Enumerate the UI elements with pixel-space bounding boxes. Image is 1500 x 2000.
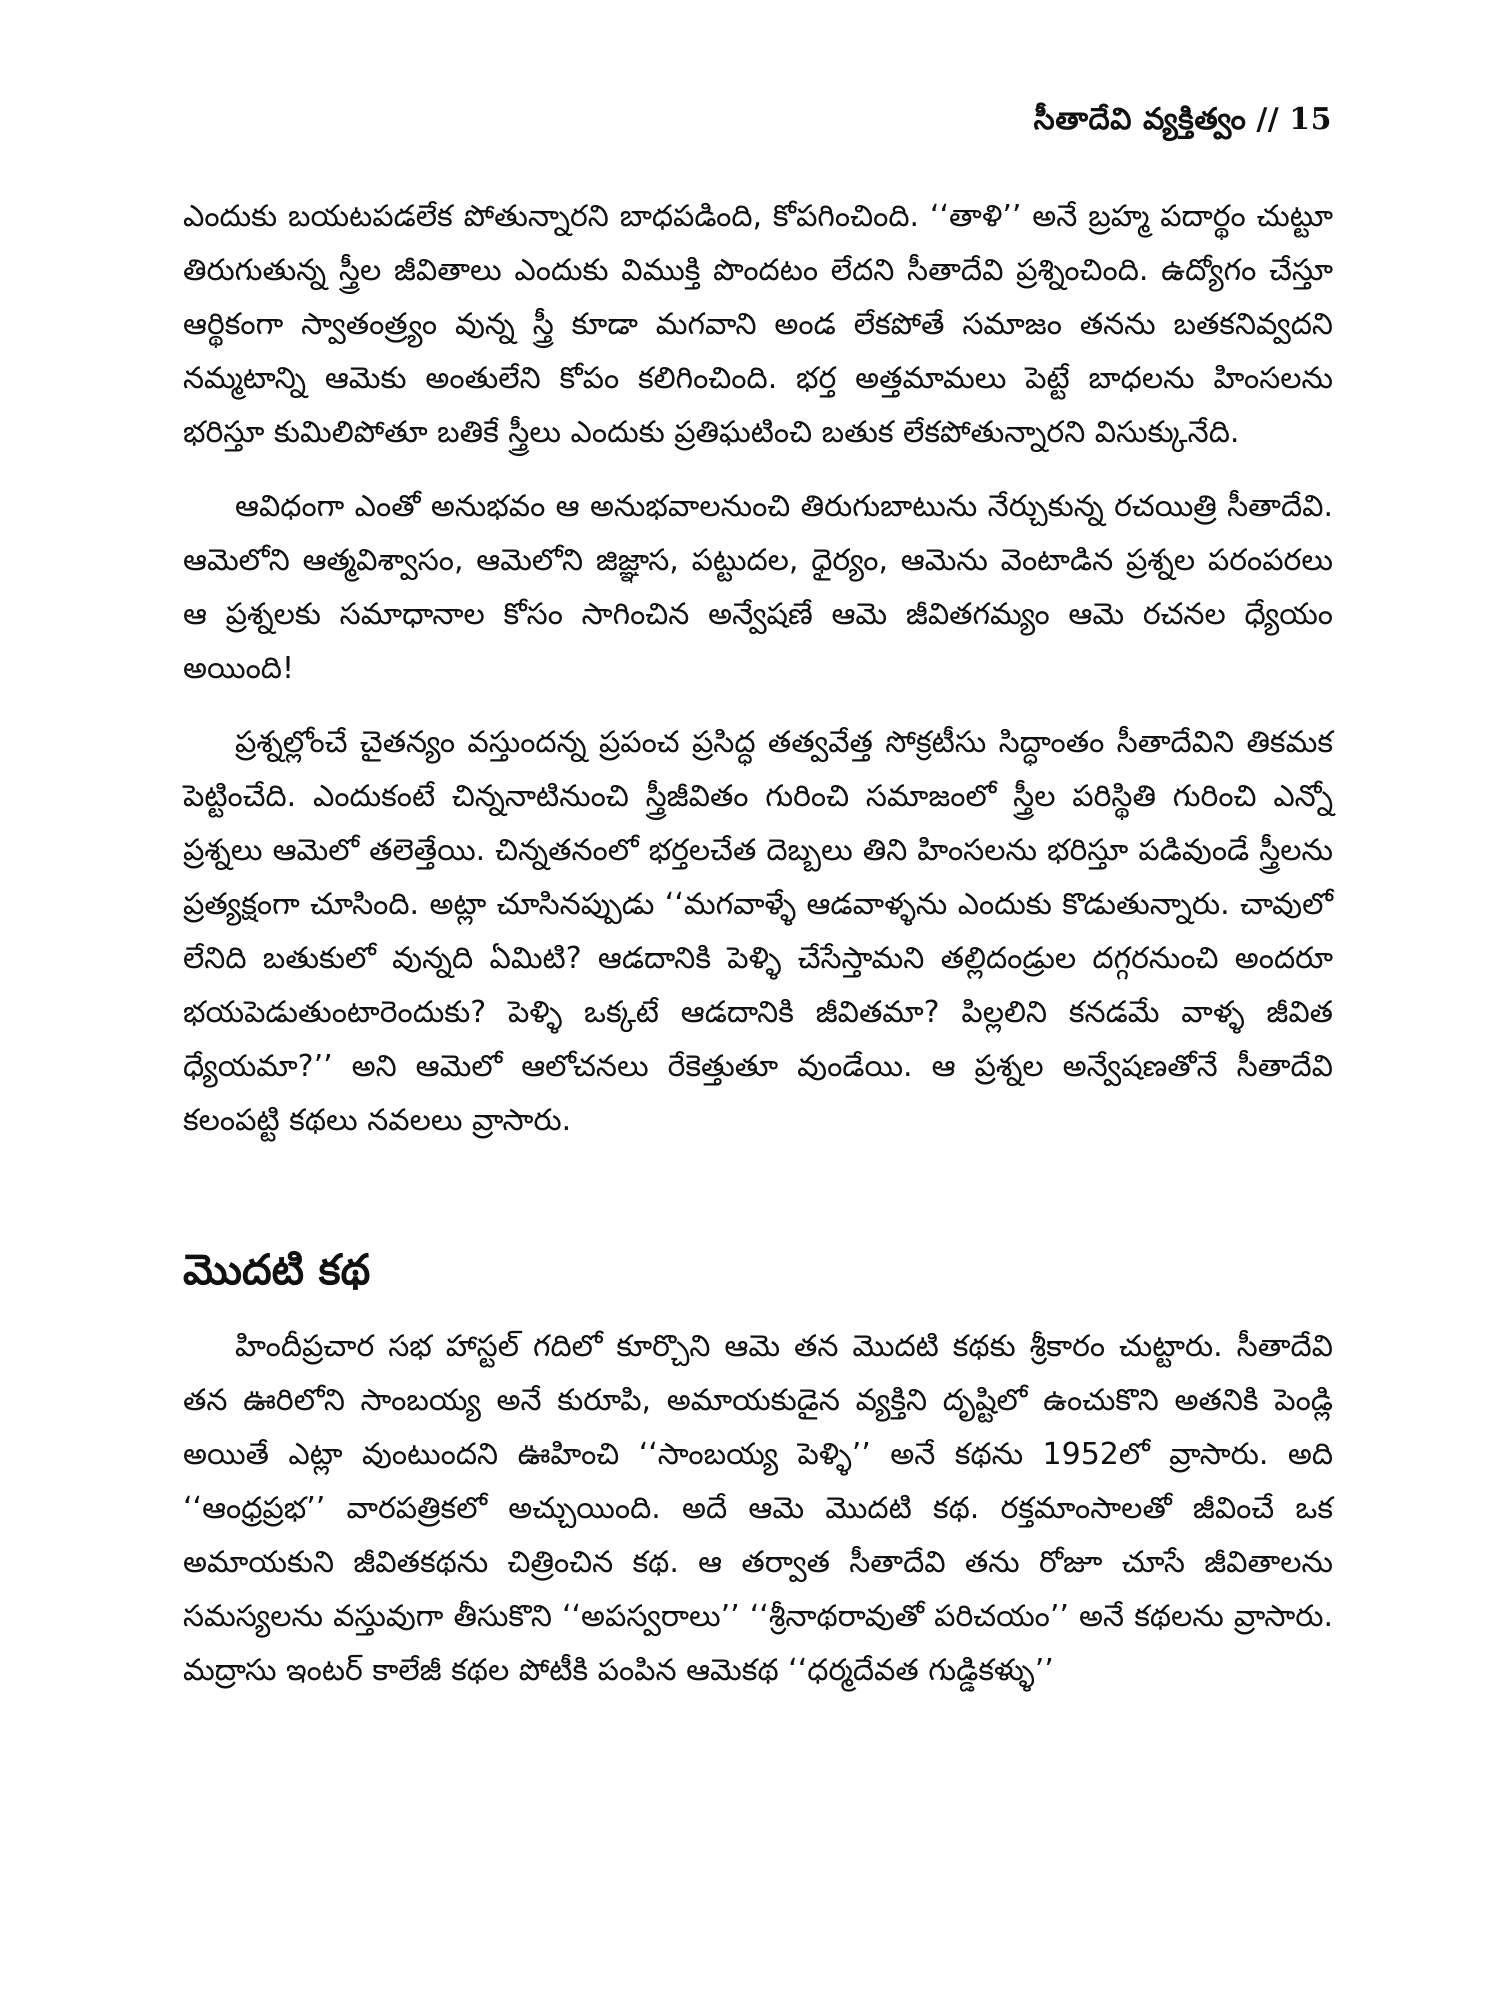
section-heading: మొదటి కథ bbox=[183, 1245, 371, 1294]
paragraph: ఎందుకు బయటపడలేక పోతున్నారని బాధపడింది, కోపగించింది. ‘‘తాళి’’ అనే బ్రహ్మ పదార్థం చుట్టూ తిరుగుతున్న స్త్రీల జీవితాలు ఎందుకు విముక్తి పొందటం లేదని సీతాదేవి ప్రశ్నించింది. ఉద్యోగం చేస్తూ ఆర్థికంగా స్వాతంత్ర్యం వున్న స్త్రీ కూడా మగవాని అండ లేకపోతే సమాజం తనను బతకనివ్వదని నమ్మటాన్ని ఆమెకు అంతులేని కోపం కలిగించింది. భర్త అత్తమామలు పెట్టే బాధలను హింసలను భరిస్తూ కుమిలిపోతూ బతికే స్త్రీలు ఎందుకు ప్రతిఘటించి బతుక లేకపోతున్నారని విసుక్కునేది. bbox=[183, 199, 1333, 450]
book-title: సీతాదేవి వ్యక్తిత్వం bbox=[1033, 102, 1247, 137]
paragraph: హిందీప్రచార సభ హాస్టల్ గదిలో కూర్చొని ఆమె తన మొదటి కథకు శ్రీకారం చుట్టారు. సీతాదేవి తన ఊరిలోని సాంబయ్య అనే కురూపి, అమాయకుడైన వ్యక్తిని దృష్టిలో ఉంచుకొని అతనికి పెండ్లి అయితే ఎట్లా వుంటుందని ఊహించి ‘‘సాంబయ్య పెళ్ళి’’ అనే కథను 1952లో వ్రాసారు. అది ‘‘ఆంధ్రప్రభ’’ వారపత్రికలో అచ్చుయింది. అదే ఆమె మొదటి కథ. రక్తమాంసాలతో జీవించే ఒక అమాయకుని జీవితకథను చిత్రించిన కథ. ఆ తర్వాత సీతాదేవి తను రోజూ చూసే జీవితాలను సమస్యలను వస్తువుగా తీసుకొని ‘‘అపస్వరాలు’’ ‘‘శ్రీనాథరావుతో పరిచయం’’ అనే కథలను వ్రాసారు. మద్రాసు ఇంటర్ కాలేజీ కథల పోటీకి పంపిన ఆమెకథ ‘‘ధర్మదేవత గుడ్డికళ్ళు’’ bbox=[183, 1329, 1333, 1688]
header-separator: // bbox=[1256, 102, 1280, 137]
page-number: 15 bbox=[1289, 102, 1332, 137]
body-text bbox=[183, 190, 1333, 1718]
paragraph: ఆవిధంగా ఎంతో అనుభవం ఆ అనుభవాలనుంచి తిరుగుబాటును నేర్చుకున్న రచయిత్రి సీతాదేవి. ఆమెలోని ఆత్మవిశ్వాసం, ఆమెలోని జిజ్ఞాస, పట్టుదల, ధైర్యం, ఆమెను వెంటాడిన ప్రశ్నల పరంపరలు ఆ ప్రశ్నలకు సమాధానాల కోసం సాగించిన అన్వేషణే ఆమె జీవితగమ్యం ఆమె రచనల ధ్యేయం అయింది! bbox=[183, 489, 1333, 686]
running-header bbox=[1034, 102, 1332, 144]
paragraph: ప్రశ్నల్లోంచే చైతన్యం వస్తుందన్న ప్రపంచ ప్రసిద్ధ తత్వవేత్త సోక్రటీసు సిద్ధాంతం సీతాదేవిని తికమక పెట్టించేది. ఎందుకంటే చిన్ననాటినుంచి స్త్రీజీవితం గురించి సమాజంలో స్త్రీల పరిస్థితి గురించి ఎన్నో ప్రశ్నలు ఆమెలో తలెత్తేయి. చిన్నతనంలో భర్తలచేత దెబ్బలు తిని హింసలను భరిస్తూ పడివుండే స్త్రీలను ప్రత్యక్షంగా చూసింది. అట్లా చూసినప్పుడు ‘‘మగవాళ్ళే ఆడవాళ్ళను ఎందుకు కొడుతున్నారు. చావులో లేనిది బతుకులో వున్నది ఏమిటి? ఆడదానికి పెళ్ళి చేసేస్తామని తల్లిదండ్రుల దగ్గరనుంచి అందరూ భయపెడుతుంటారెందుకు? పెళ్ళి ఒక్కటే ఆడదానికి జీవితమా? పిల్లలిని కనడమే వాళ్ళ జీవిత ధ్యేయమా?’’ అని ఆమెలో ఆలోచనలు రేకెత్తుతూ వుండేయి. ఆ ప్రశ్నల అన్వేషణతోనే సీతాదేవి కలంపట్టి కథలు నవలలు వ్రాసారు. bbox=[183, 725, 1333, 1138]
